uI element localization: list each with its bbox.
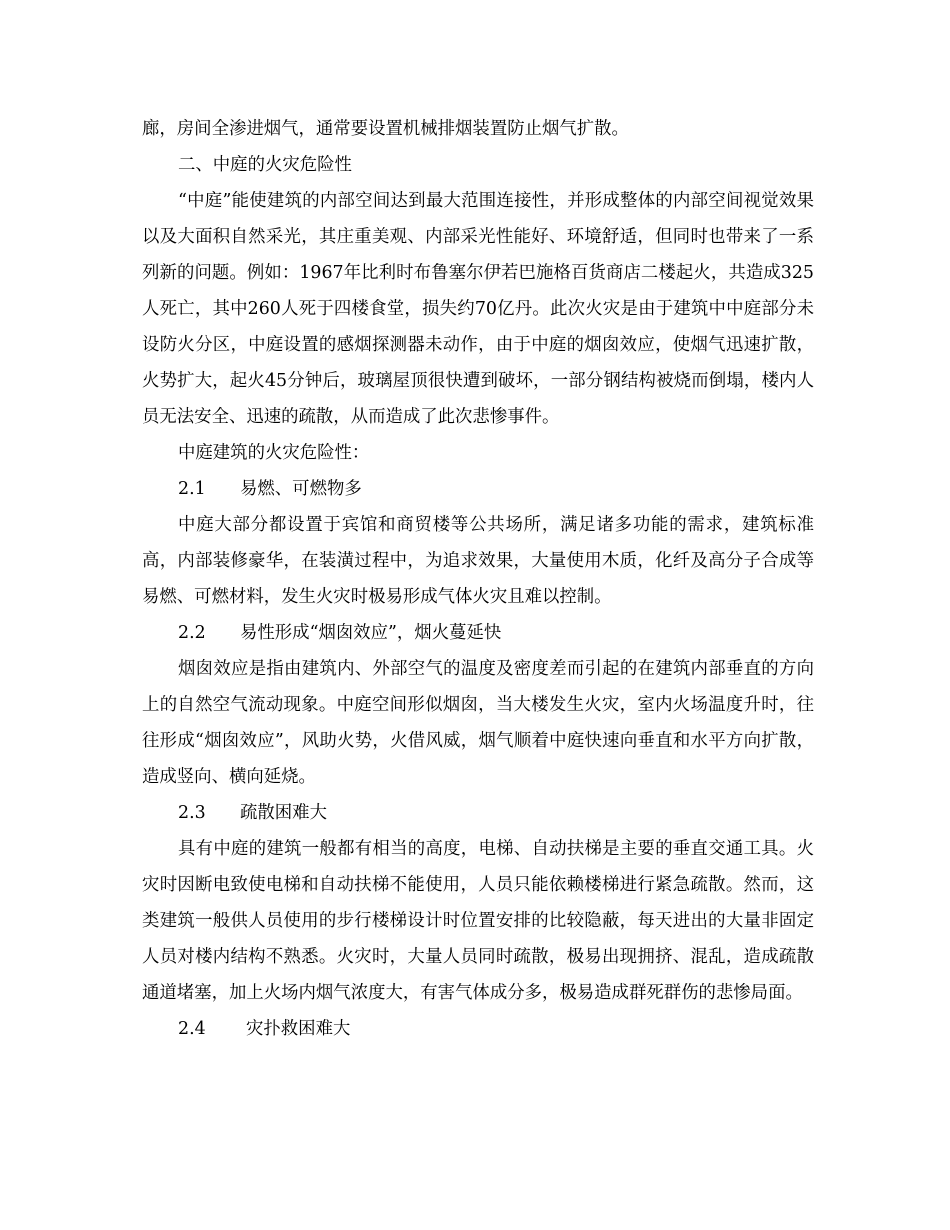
paragraph-continued: 廊，房间全渗进烟气，通常要设置机械排烟装置防止烟气扩散。	[142, 119, 629, 139]
subheading-2-1	[142, 471, 814, 507]
subheading-2-2	[142, 615, 814, 651]
document-page	[142, 111, 814, 1047]
subheading-title: 易性形成“烟囱效应”，烟火蔓延快	[240, 623, 502, 643]
paragraph-combustibles: 中庭大部分都设置于宾馆和商贸楼等公共场所，满足诸多功能的需求，建筑标准高，内部装修豪华，在装潢过程中，为追求效果，大量使用木质，化纤及高分子合成等易燃、可燃材料，发生火灾时极易形成气体火灾且难以控制。	[142, 515, 814, 607]
section-heading: 二、中庭的火灾危险性	[178, 155, 352, 175]
subheading-number: 2.3	[178, 803, 206, 823]
subheading-number: 2.2	[178, 623, 206, 643]
subheading-title: 疏散困难大	[240, 803, 327, 823]
paragraph-chimney-effect: 烟囱效应是指由建筑内、外部空气的温度及密度差而引起的在建筑内部垂直的方向上的自然空气流动现象。中庭空间形似烟囱，当大楼发生火灾，室内火场温度升时，往往形成“烟囱效应”，风助火势，火借风威，烟气顺着中庭快速向垂直和水平方向扩散，造成竖向、横向延烧。	[142, 659, 814, 787]
paragraph-evacuation: 具有中庭的建筑一般都有相当的高度，电梯、自动扶梯是主要的垂直交通工具。火灾时因断电致使电梯和自动扶梯不能使用，人员只能依赖楼梯进行紧急疏散。然而，这类建筑一般供人员使用的步行楼梯设计时位置安排的比较隐蔽，每天进出的大量非固定人员对楼内结构不熟悉。火灾时，大量人员同时疏散，极易出现拥挤、混乱，造成疏散通道堵塞，加上火场内烟气浓度大，有害气体成分多，极易造成群死群伤的悲惨局面。	[142, 839, 814, 1003]
subheading-2-3	[142, 795, 814, 831]
subheading-title: 灾扑救困难大	[246, 1019, 351, 1039]
subheading-2-4	[142, 1011, 814, 1047]
subheading-number: 2.1	[178, 479, 206, 499]
subheading-number: 2.4	[178, 1019, 206, 1039]
paragraph-hazard-lead: 中庭建筑的火灾危险性：	[178, 443, 370, 463]
paragraph-atrium-intro: “中庭”能使建筑的内部空间达到最大范围连接性，并形成整体的内部空间视觉效果以及大面积自然采光，其庄重美观、内部采光性能好、环境舒适，但同时也带来了一系列新的问题。例如：1967年比利时布鲁塞尔伊若巴施格百货商店二楼起火，共造成325人死亡，其中260人死于四楼食堂，损失约70亿丹。此次火灾是由于建筑中中庭部分未设防火分区，中庭设置的感烟探测器未动作，由于中庭的烟囱效应，使烟气迅速扩散，火势扩大，起火45分钟后，玻璃屋顶很快遭到破坏，一部分钢结构被烧而倒塌，楼内人员无法安全、迅速的疏散，从而造成了此次悲惨事件。	[142, 191, 814, 427]
subheading-title: 易燃、可燃物多	[240, 479, 362, 499]
